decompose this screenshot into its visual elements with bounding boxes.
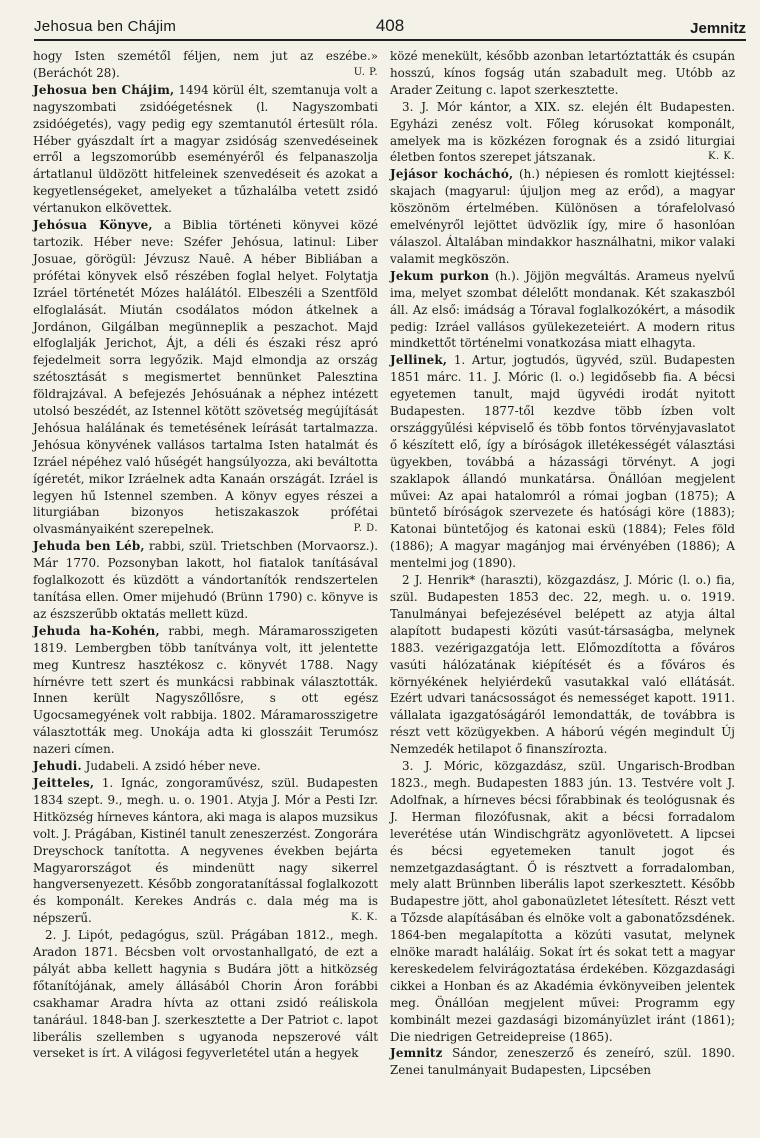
entry-text: 1. Artur, jogtudós, ügyvéd, szül. Budapesten 1851 márc. 11. J. Móric (l. o.) legidősebb fia. A bécsi egyetemen tanult, majd ügyvédi irodát nyitott Budapesten. 1877-től kezdve több ízben volt országgyűlési képviselő és több fontos törvényjavaslatot ő készített elő, így a bíróságok illetékességét választási ügyekben, továbbá a házassági törvényt. A jogi szaklapok állandó munkatársa. Önállóan megjelent művei: Az apai hatalomról a római jogban (1875); A büntető bíróságok szervezete és hatósági köre (1883); Katonai büntetőjog és katonai eskü (1884); Feles föld (1886); A magyar magánjog mai érvényében (1886); A mentelmi jog (1890).: [390, 353, 735, 571]
left-column: [33, 48, 378, 1062]
header-right-headword: Jemnitz: [690, 20, 746, 37]
entry-headword: Jekum purkon: [390, 268, 490, 283]
entry-paragraph: [390, 758, 735, 1045]
entry-headword: Jejásor kocháchó,: [390, 167, 514, 182]
header-left-headword: Jehosua ben Chájim: [34, 18, 177, 35]
entry-text: J. Henrik* (haraszti), közgazdász, J. Móric (l. o.) fia, szül. Budapesten 1853 dec. 22, megh. u. o. 1919. Tanulmányai befejezésével belépett az atyja által alapított budapesti közúti vasút-társaságba, melynek 1883. vezérigazgatója lett. Előmozdította a főváros vasúti hálózatának kiépítését és a főváros és környékének helyiérdekű vasutakkal való ellátását. Ezért udvari tanácsosságot és nemességet kapott. 1911. vállalata igazgatóságáról lemondatták, de továbbra is részt vett közügyekben. A háború végén megindult Új Nemzedék hetilapot ő finanszírozta.: [390, 573, 735, 757]
header-rule: [34, 39, 746, 41]
entry-text: hogy Isten szemétől féljen, nem jut az eszébe.» (Beráchót 28).: [33, 49, 378, 80]
page-number: 408: [375, 16, 405, 35]
entry-text: J. Mór kántor, a XIX. sz. elején élt Budapesten. Egyházi zenész volt. Főleg kórusokat komponált, amelyek ma is közkézen forognak és a zsidó liturgiai életben fontos szerepet játszanak.: [390, 99, 736, 165]
entry-headword: Jellinek,: [390, 353, 448, 368]
entry-text: 1494 körül élt, szemtanuja volt a nagyszombati zsidóégetésnek (l. Nagyszombati zsidóégetés), vagy pedig egy szemtanutól értesült róla. Héber gyászdalt írt a magyar zsidóság szenvedéseinek erről a legszomorúbb eseményéről és felpanaszolja ártatlanul üldözött hitfeleinek szenvedéseit és azokat a kegyetlenségeket, amelyeket a tűzhalálba vetett zsidó vértanukon elkövettek.: [33, 82, 378, 216]
entry-headword: Jehósua Könyve,: [33, 218, 153, 233]
entry-signature: U. P.: [353, 66, 378, 78]
entry-headword: Jemnitz: [390, 1046, 443, 1061]
entry-paragraph: [390, 572, 735, 758]
entry-headword: Jehuda ben Léb,: [33, 539, 145, 554]
entry-paragraph: [390, 268, 735, 353]
entry-paragraph: [390, 352, 735, 572]
entry-paragraph: [33, 775, 378, 927]
right-column: [390, 48, 735, 1079]
entry-prefix: 3.: [402, 99, 422, 114]
entry-text: közé menekült, később azonban letartóztatták és csupán hosszú, kínos fogság után szabadult meg. Utóbb az Arader Zeitung c. lapot szerkesztette.: [390, 49, 735, 97]
entry-signature: P. D.: [353, 523, 378, 535]
entry-text: (h.). Jöjjön megváltás. Arameus nyelvű ima, melyet szombat délelőtt mondanak. Két szakaszból áll. Az első: imádság a Tóraval foglalkozókért, a második pedig: Izráel vallásos gyülekezeteiért. A modern ritus mindkettőt történelmi vonatkozása miatt elhagyta.: [390, 268, 735, 351]
entry-paragraph: [390, 99, 735, 167]
entry-paragraph: [390, 48, 735, 99]
entry-paragraph: [390, 166, 735, 267]
entry-text: J. Móric, közgazdász, szül. Ungarisch-Brodban 1823., megh. Budapesten 1883 jún. 13. Testvére volt J. Adolfnak, a hírneves bécsi főrabbinak és teológusnak és J. Herman filozófusnak, akit a bécsi forradalom leverétése után Windischgrätz agyonlövetett. A lipcsei és bécsi egyetemeken tanult jogot és nemzetgazdaságtant. Ő is résztvett a forradalomban, mely alatt Brünnben liberális lapot szerkesztett. Később Budapestre jött, ahol gabonaüzletet létesített. Részt vett a Tőzsde alapításában és elnöke volt a gabonatőzsdének. 1864-ben megalapította a közúti vasutat, melynek elnöke maradt haláláig. Sokat írt és sokat tett a magyar kereskedelem felvirágoztatása érdekében. Közgazdasági cikkei a Honban és az Akadémia évkönyveiben jelentek meg. Önállóan megjelent művei: Programm egy kombinált mezei gazdasági bizományüzlet iránt (1861); Die niedrigen Getreidepreise (1865).: [390, 759, 735, 1044]
entry-text: a Biblia történeti könyvei közé tartozik. Héber neve: Széfer Jehósua, latinul: Liber Josuae, görögül: Jévzusz Nauê. A héber Bibliában a prófétai könyvek első részében foglal helyet. Folytatja Izráel történetét Mózes halálától. Elbeszéli a Szentföld elfoglalását. Miután csodálatos módon átkelnek a Jordánon, Gilgálban megünneplik a peszachot. Majd elfoglalják Jerichot, Ájt, a déli és északi rész apró fejedelmeit sorra legyőzik. Majd elmondja az ország szétosztását s megismertet bennünket Palesztina földrajzával. A befejezés Jehósuának a néphez intézett utolsó beszédét, az Istennel kötött szövetség megújítását Jehósua halálának és temetésének leírását tartalmazza. Jehósua könyvének vallásos tartalma Isten hatalmát és Izráel népéhez való hűségét hangsúlyozza, aki beváltotta ígéretét, mikor Izráelnek adta Kanaán országát. Izráel is legyen hű Istennel szemben. A könyv egyes részei a liturgiában bizonyos hetiszakaszok prófétai olvasmányaiként szerepelnek.: [33, 218, 378, 537]
entry-paragraph: [33, 82, 378, 217]
entry-prefix: 3.: [402, 759, 425, 774]
entry-paragraph: [33, 927, 378, 1062]
entry-signature: K. K.: [351, 912, 378, 924]
entry-text: J. Lipót, pedagógus, szül. Prágában 1812., megh. Aradon 1871. Bécsben volt orvostanhallgató, de ezt a pályát abba kellett hagynia s Budára jött a hitközség főtanítójának, amely állásából Chorin Áron forábbi csakhamar Aradra hívta az ottani zsidó reáliskola tanárául. 1848-ban J. szerkesztette a Der Patriot c. lapot liberális szellemben s ugyanoda nepszerové vált verseket is írt. A világosi fegyverletétel után a hegyek: [33, 928, 378, 1061]
entry-headword: Jehuda ha-Kohén,: [33, 623, 160, 638]
entry-prefix: 2.: [45, 928, 64, 943]
entry-paragraph: [33, 217, 378, 538]
entry-text: Judabeli. A zsidó héber neve.: [81, 759, 261, 774]
entry-paragraph: [390, 1045, 735, 1079]
entry-paragraph: [33, 48, 378, 82]
entry-text: rabbi, megh. Máramarosszigeten 1819. Lembergben több tanítványa volt, itt jelentette meg Kuntresz hasztékosz c. könyvét 1788. Nagy hírnévre tett szert és munkácsi rabbinak választották. Innen került Nagyszőllősre, s ott egész Ugocsamegyének volt rabbija. 1802. Máramarosszigetre választották meg. Unokája adta ki glosszáit Terumósz nazeri címen.: [33, 623, 379, 757]
entry-paragraph: [33, 538, 378, 623]
entry-prefix: 2: [402, 573, 415, 588]
running-header: [34, 8, 746, 38]
entry-paragraph: [33, 623, 378, 758]
entry-text: (h.) népiesen és romlott kiejtéssel: skajach (magyarul: újuljon meg az erőd), a magyar köszönöm értelmében. Különösen a tórafelolvasó emelvényről lejöttet üdvözlik így, mire ő hasonlóan válaszol. Általában mindakkor használhatni, mikor valaki valamit megköszön.: [390, 167, 735, 266]
entry-text: rabbi, szül. Trietschben (Morvaorsz.). Már 1770. Pozsonyban lakott, hol fiatalok tanításával foglalkozott és küzdött a vándortanítók rendszertelen tanítása ellen. Omer mijehudó (Brünn 1790) c. könyve is az észszerűbb oktatás mellett küzd.: [33, 539, 379, 621]
entry-headword: Jehudi.: [33, 759, 82, 774]
entry-text: Sándor, zeneszerző és zeneíró, szül. 1890. Zenei tanulmányait Budapesten, Lipcsében: [390, 1046, 735, 1078]
entry-headword: Jeitteles,: [33, 775, 95, 790]
entry-paragraph: [33, 758, 378, 775]
entry-headword: Jehosua ben Chájim,: [33, 82, 175, 97]
entry-text: 1. Ignác, zongoraművész, szül. Budapesten 1834 szept. 9., megh. u. o. 1901. Atyja J. Mór a Pesti Izr. Hitközség hírneves kántora, aki maga is alapos muzsikus volt. J. Prágában, Kistinél tanult zeneszerzést. Zongorára Dreyschock tanította. A negyvenes években bejárta Magyarországot és mindenütt nagy sikerrel hangversenyezett. Később zongoratanítással foglalkozott és komponált. Kerekes András c. dala még ma is népszerű.: [33, 775, 378, 926]
entry-signature: K. K.: [708, 151, 735, 163]
